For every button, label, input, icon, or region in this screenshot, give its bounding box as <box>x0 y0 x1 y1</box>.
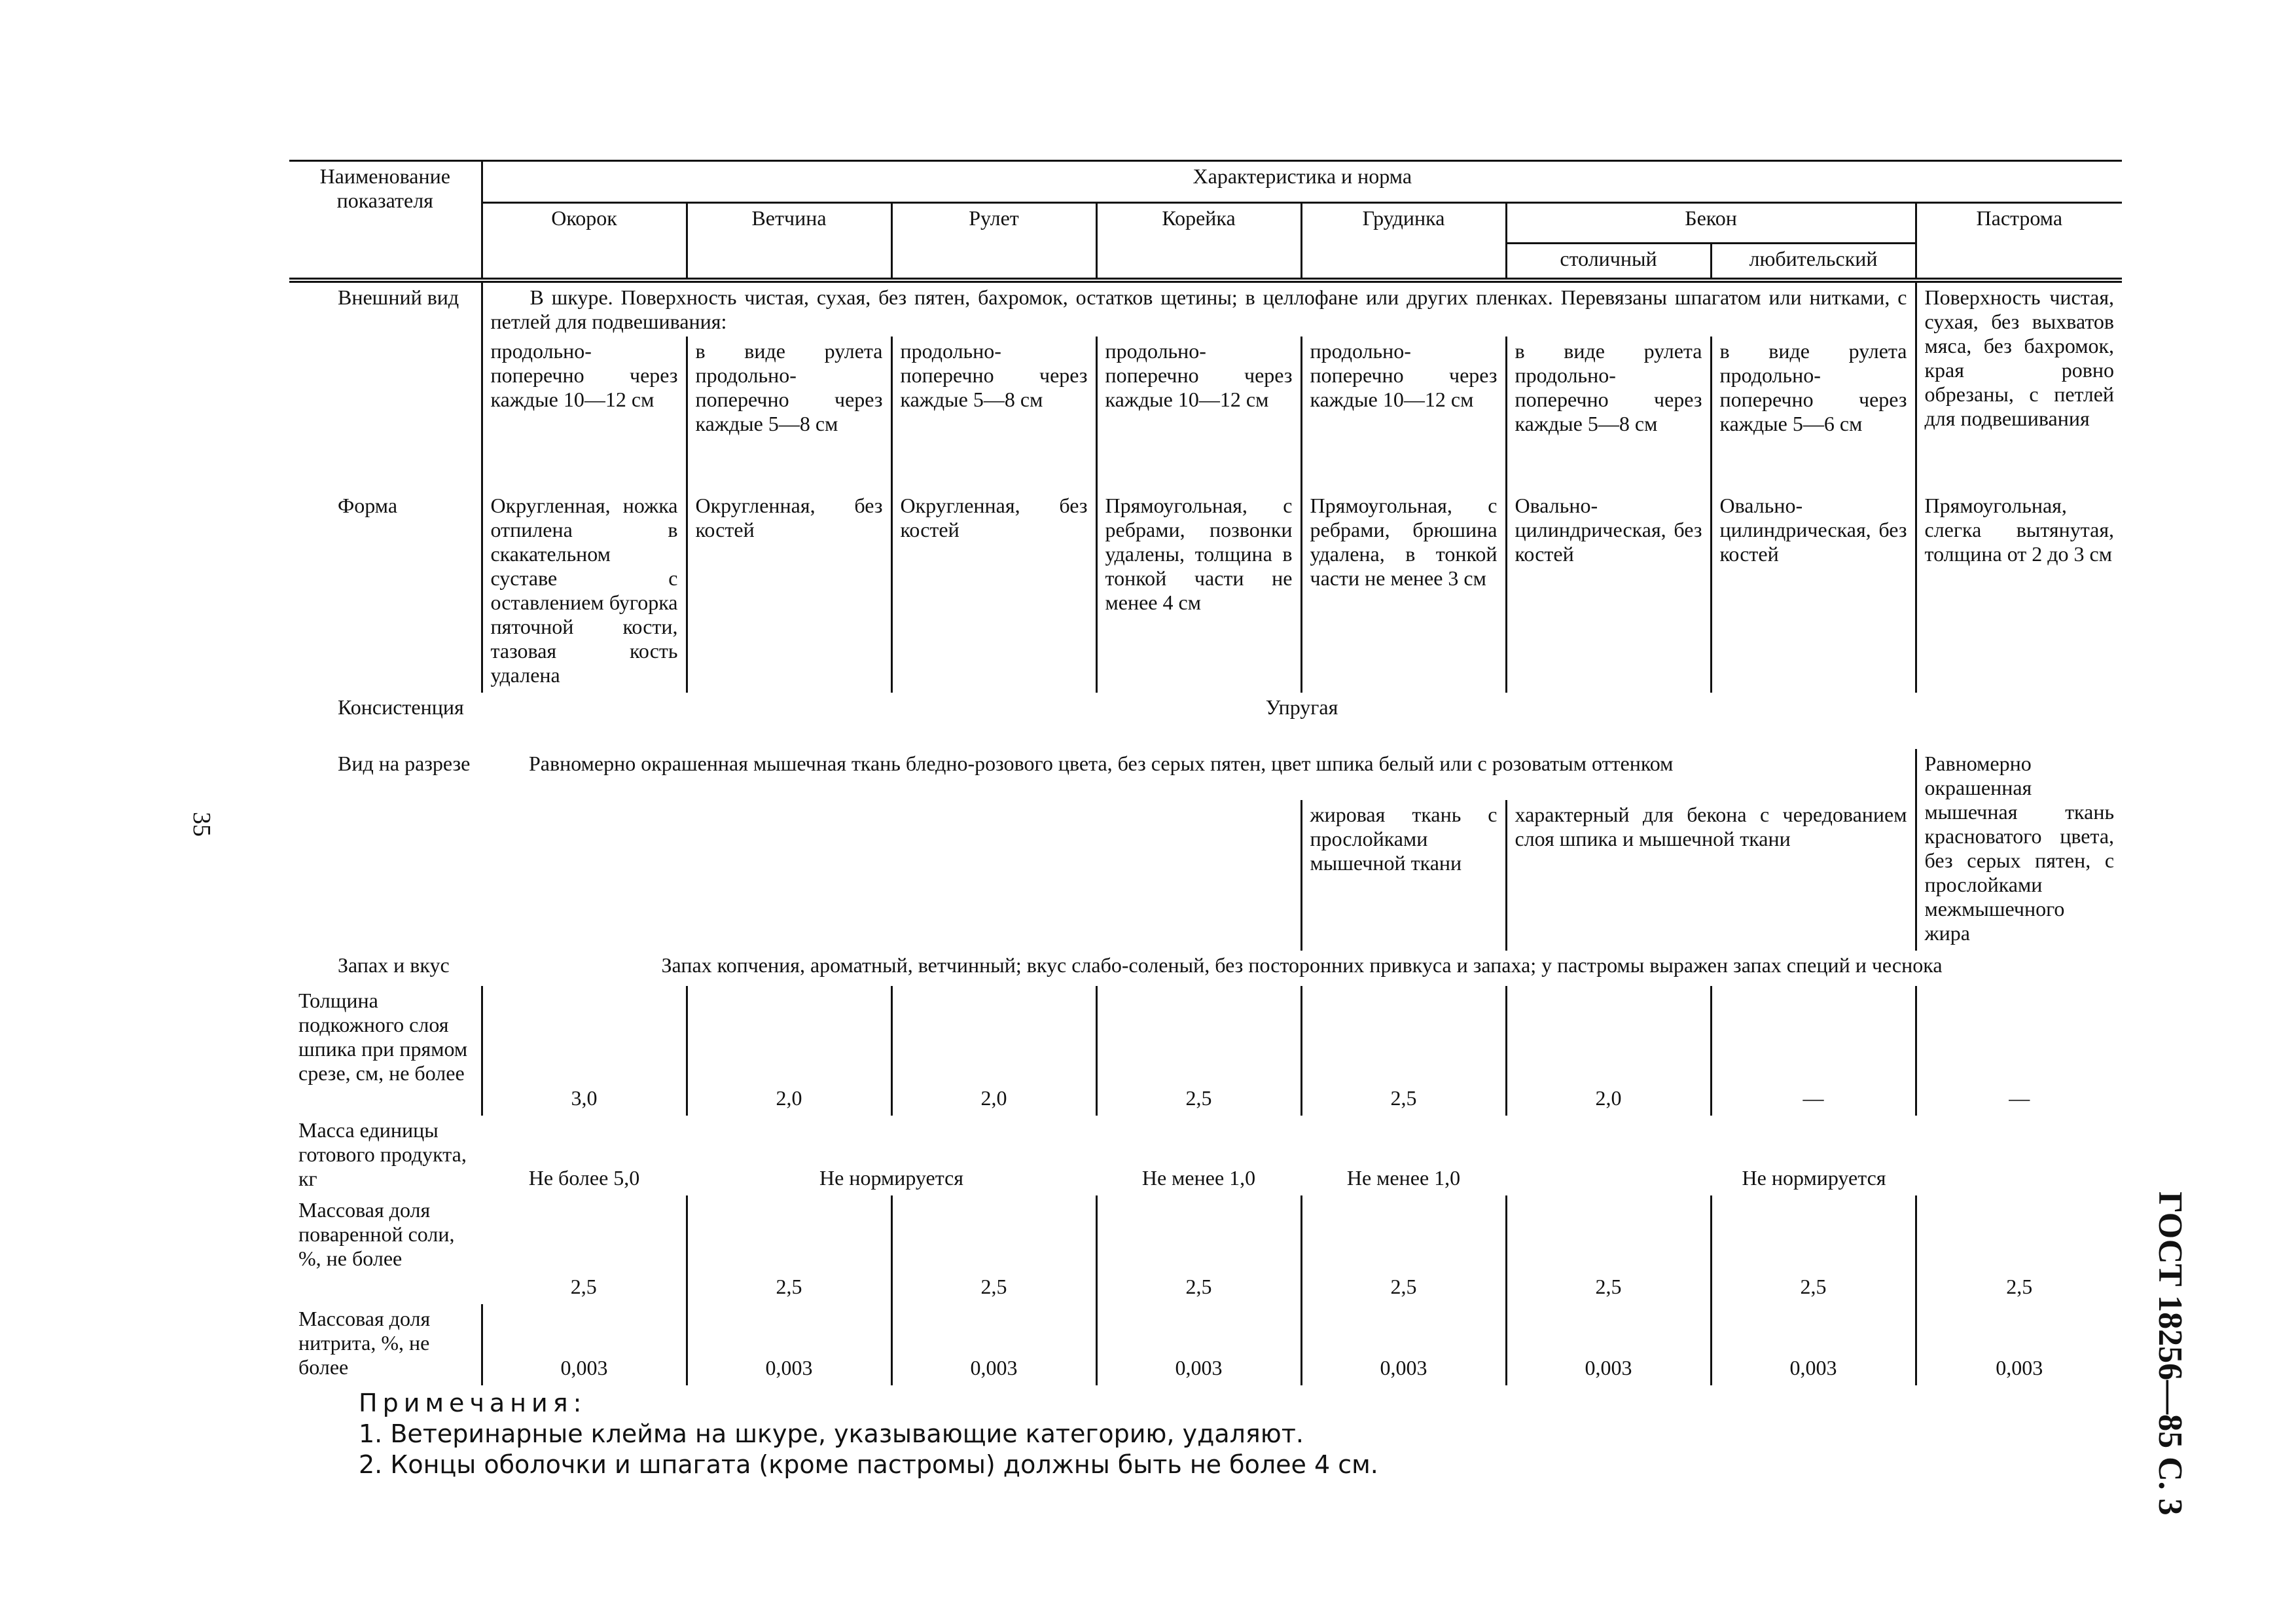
cut-grudinka: жировая ткань с прослойками мышечной ткани <box>1301 800 1506 951</box>
salt-rulet: 2,5 <box>891 1195 1096 1304</box>
cut-pastroma: Равномерно окрашенная мышечная ткань красноватого цвета, без серых пятен, с прослойками межмышечного жира <box>1916 749 2122 951</box>
shape-okorok: Округленная, ножка отпилена в скакательном суставе с оставлением бугорка пяточной кости, тазовая кость удалена <box>482 491 687 693</box>
header-bekon-stolichny: столичный <box>1506 244 1711 280</box>
row-label-salt: Массовая доля поваренной соли, %, не более <box>298 1197 455 1270</box>
row-label-unit-mass: Масса единицы готового продукта, кг <box>298 1118 467 1190</box>
row-label-appearance-text: Внешний вид <box>338 285 459 309</box>
appearance-pastroma: Поверхность чистая, сухая, без выхватов мяса, без бахромок, края ровно обрезаны, с петлей для подвешивания <box>1916 280 2122 491</box>
header-rulet: Рулет <box>891 203 1096 280</box>
fat-thickness-stolichny: 2,0 <box>1506 986 1711 1116</box>
nitrite-grudinka: 0,003 <box>1301 1304 1506 1385</box>
nitrite-rulet: 0,003 <box>891 1304 1096 1385</box>
unit-mass-koreika: Не менее 1,0 <box>1141 1165 1256 1190</box>
shape-pastroma: Прямоугольная, слегка вытянутая, толщина от 2 до 3 см <box>1916 491 2122 693</box>
fat-thickness-pastroma: — <box>1916 986 2122 1116</box>
appearance-rulet: продольно-поперечно через каждые 5—8 см <box>891 337 1096 491</box>
unit-mass-grudinka: Не менее 1,0 <box>1346 1165 1461 1190</box>
appearance-grudinka: продольно-поперечно через каждые 10—12 см <box>1301 337 1506 491</box>
header-bekon-lyubitelsky: любительский <box>1711 244 1916 280</box>
appearance-common <box>482 280 1916 337</box>
salt-vetchina: 2,5 <box>687 1195 891 1304</box>
document-reference: ГОСТ 18256—85 С. 3 <box>2151 1192 2189 1516</box>
row-label-cut-text: Вид на разрезе <box>338 751 471 775</box>
row-label-nitrite: Массовая доля нитрита, %, не более <box>298 1306 431 1379</box>
appearance-lyubitelsky: в виде рулета продольно-поперечно через каждые 5—6 см <box>1711 337 1916 491</box>
unit-mass-rest: Не нормируется <box>1742 1165 1886 1190</box>
note-item: 2. Концы оболочки и шпагата (кроме пастромы) должны быть не более 4 см. <box>359 1450 1378 1479</box>
nitrite-stolichny: 0,003 <box>1506 1304 1711 1385</box>
shape-stolichny: Овально-цилиндрическая, без костей <box>1506 491 1711 693</box>
shape-vetchina: Округленная, без костей <box>687 491 891 693</box>
salt-pastroma: 2,5 <box>1916 1195 2122 1304</box>
cut-common <box>482 749 1916 800</box>
salt-lyubitelsky: 2,5 <box>1711 1195 1916 1304</box>
row-label-fat-thickness: Толщина подкожного слоя шпика при прямом срезе, см, не более <box>298 988 468 1085</box>
note-item: 1. Ветеринарные клейма на шкуре, указывающие категорию, удаляют. <box>359 1419 1304 1448</box>
shape-lyubitelsky: Овально-цилиндрическая, без костей <box>1711 491 1916 693</box>
row-label-smell-text: Запах и вкус <box>338 953 450 977</box>
salt-grudinka: 2,5 <box>1301 1195 1506 1304</box>
header-pastroma: Пастрома <box>1916 203 2122 280</box>
nitrite-okorok: 0,003 <box>482 1304 687 1385</box>
cut-common-text: Равномерно окрашенная мышечная ткань бледно-розового цвета, без серых пятен, цвет шпика белый или с розоватым оттенком <box>529 751 1674 775</box>
appearance-okorok: продольно-поперечно через каждые 10—12 см <box>482 337 687 491</box>
salt-koreika: 2,5 <box>1096 1195 1301 1304</box>
shape-rulet: Округленная, без костей <box>891 491 1096 693</box>
appearance-koreika: продольно-поперечно через каждые 10—12 см <box>1096 337 1301 491</box>
unit-mass-okorok: Не более 5,0 <box>528 1165 640 1190</box>
cut-empty <box>482 800 1301 951</box>
shape-koreika: Прямоугольная, с ребрами, позвонки удалены, толщина в тонкой части не менее 4 см <box>1096 491 1301 693</box>
salt-stolichny: 2,5 <box>1506 1195 1711 1304</box>
header-vetchina: Ветчина <box>687 203 891 280</box>
nitrite-koreika: 0,003 <box>1096 1304 1301 1385</box>
nitrite-lyubitelsky: 0,003 <box>1711 1304 1916 1385</box>
characteristics-table <box>289 160 2122 1385</box>
fat-thickness-vetchina: 2,0 <box>687 986 891 1116</box>
row-label-cut <box>289 749 482 951</box>
notes <box>359 1388 1378 1480</box>
header-okorok: Окорок <box>482 203 687 280</box>
appearance-stolichny: в виде рулета продольно-поперечно через каждые 5—8 см <box>1506 337 1711 491</box>
header-bekon: Бекон <box>1506 203 1916 244</box>
notes-title: Примечания: <box>359 1389 587 1417</box>
salt-okorok: 2,5 <box>570 1274 597 1298</box>
row-label-shape <box>289 491 482 693</box>
fat-thickness-koreika: 2,5 <box>1096 986 1301 1116</box>
consistency-value: Упругая <box>1265 695 1338 719</box>
fat-thickness-rulet: 2,0 <box>891 986 1096 1116</box>
unit-mass-vetchina-rulet: Не нормируется <box>819 1165 963 1190</box>
header-grudinka: Грудинка <box>1301 203 1506 280</box>
header-koreika: Корейка <box>1096 203 1301 280</box>
row-label-consistency-text: Консистенция <box>338 695 464 719</box>
header-name-column: Наименование показателя <box>289 161 482 280</box>
nitrite-pastroma: 0,003 <box>1916 1304 2122 1385</box>
page-number: 35 <box>188 812 215 837</box>
nitrite-vetchina: 0,003 <box>687 1304 891 1385</box>
row-label-smell <box>289 951 482 986</box>
fat-thickness-lyubitelsky: — <box>1711 986 1916 1116</box>
row-label-appearance <box>289 280 482 491</box>
appearance-common-text: В шкуре. Поверхность чистая, сухая, без пятен, бахромок, остатков щетины; в целлофане или других пленках. Перевязаны шпагатом или нитками, с петлей для подвешивания: <box>490 285 1907 333</box>
appearance-vetchina: в виде рулета продольно-поперечно через каждые 5—8 см <box>687 337 891 491</box>
shape-grudinka: Прямоугольная, с ребрами, брюшина удалена, в тонкой части не менее 3 см <box>1301 491 1506 693</box>
row-label-consistency <box>289 693 482 749</box>
fat-thickness-grudinka: 2,5 <box>1301 986 1506 1116</box>
cut-bekon: характерный для бекона с чередованием слоя шпика и мышечной ткани <box>1506 800 1916 951</box>
fat-thickness-okorok: 3,0 <box>482 986 687 1116</box>
smell-value: Запах копчения, ароматный, ветчинный; вкус слабо-соленый, без посторонних привкуса и запаха; у пастромы выражен запах специй и чеснока <box>661 953 1943 977</box>
header-characteristic-norm: Характеристика и норма <box>482 161 2122 203</box>
row-label-shape-text: Форма <box>338 493 398 517</box>
